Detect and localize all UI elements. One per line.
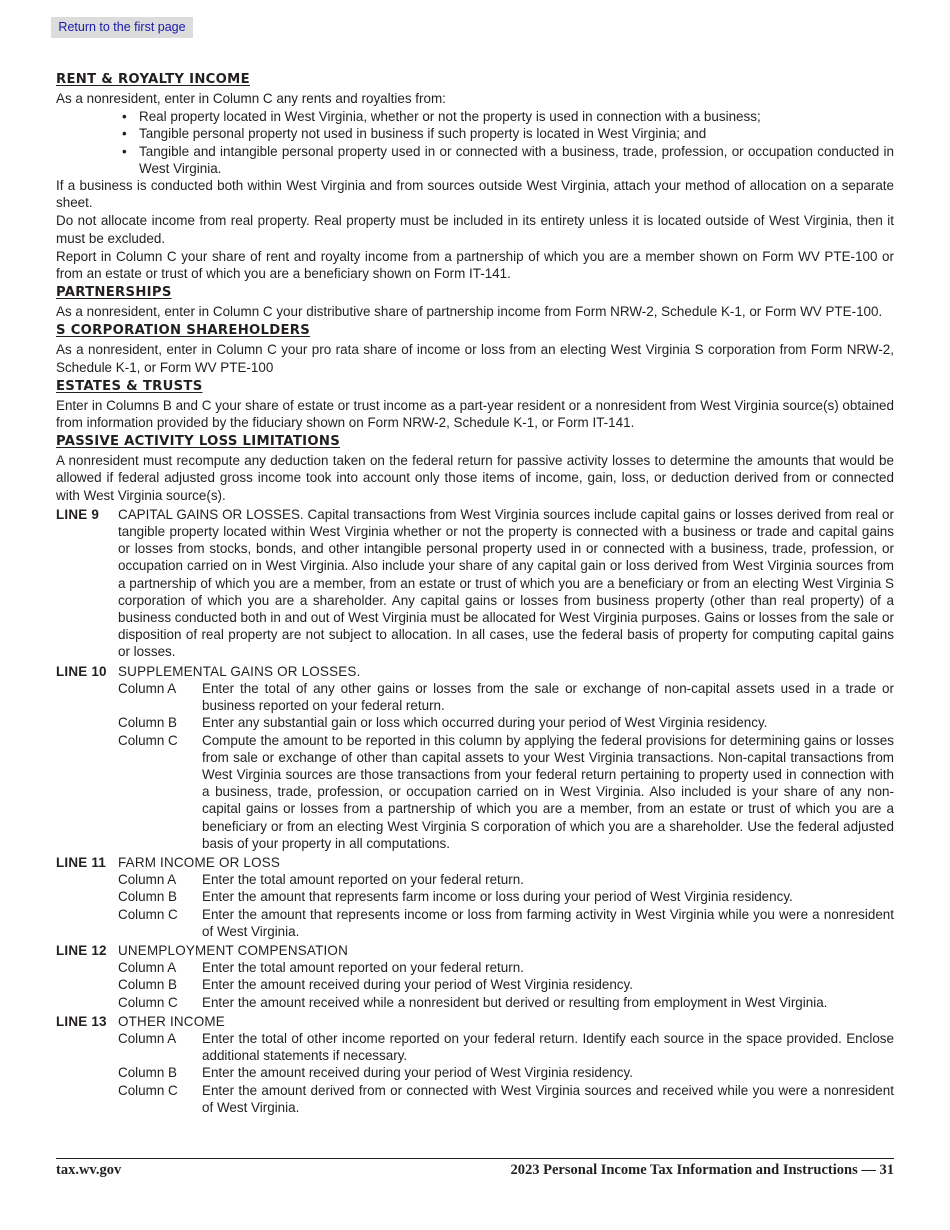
rent-royalty-heading: RENT & ROYALTY INCOME [56, 72, 250, 87]
rent-intro: As a nonresident, enter in Column C any rents and royalties from: [56, 91, 446, 106]
page-footer [56, 1162, 894, 1179]
column-row [118, 871, 894, 888]
column-label: Column B [118, 977, 177, 993]
column-text: Enter the amount that represents income or loss from farming activity in West Virginia while you were a nonresident of West Virginia. [202, 906, 894, 939]
passive-activity-text: A nonresident must recompute any deduction taken on the federal return for passive activity losses to determine the amounts that would be allowed if federal adjusted gross income took into account only those items of income, gain, loss, or deduction derived from or connected with West Virginia source(s). [56, 453, 894, 503]
column-text: Enter the total amount reported on your federal return. [202, 960, 524, 976]
line-9-text: CAPITAL GAINS OR LOSSES. Capital transactions from West Virginia sources include capital gains or losses derived from real or tangible property located within West Virginia whether or not the property is connected with a business or trade and capital gains or losses from stocks, bonds, and other intangible personal property used in or connected with a business, trade, profession, or occupation carried on in West Virginia. Also include your share of any capital gain or loss derived from West Virginia sources from a partnership of which you are a member, from an estate or trust of which you are a beneficiary or from an electing West Virginia S corporation of which you are a shareholder. Any capital gains or losses from business property (other than real property) of a business conducted both in and out of West Virginia must be allocated for West Virginia purposes. Gains or losses from the sale or disposition of real property are not subject to allocation. In all cases, use the federal basis of property for computing capital gains or losses. [118, 506, 894, 660]
list-item: • Tangible and intangible personal property used in or connected with a business, trade, profession, or occupation conducted in West Virginia. [56, 143, 894, 177]
column-label: Column B [118, 889, 177, 905]
list-item: • Tangible personal property not used in business if such property is located in West Virginia; and [56, 125, 894, 142]
rent-paragraph: If a business is conducted both within West Virginia and from sources outside West Virginia, attach your method of allocation on a separate sheet. [56, 178, 894, 211]
column-label: Column A [118, 960, 177, 976]
list-item: • Real property located in West Virginia, whether or not the property is used in connection with a business; [56, 108, 894, 125]
column-label: Column B [118, 1065, 177, 1081]
rent-paragraph: Report in Column C your share of rent and royalty income from a partnership of which you are a member shown on Form WV PTE-100 or from an estate or trust of which you are a beneficiary shown on Form IT-141. [56, 248, 894, 282]
line-label: LINE 11 [56, 854, 106, 870]
column-label: Column A [118, 1030, 177, 1046]
rent-bullet-list [56, 108, 894, 177]
column-row [118, 714, 894, 731]
estates-trusts-heading: ESTATES & TRUSTS [56, 378, 203, 394]
column-row [118, 732, 894, 852]
column-label: Column B [118, 715, 177, 731]
page-content [56, 70, 894, 1116]
line-title: SUPPLEMENTAL GAINS OR LOSSES. [118, 663, 361, 679]
line-label: LINE 9 [56, 506, 100, 522]
line-label: LINE 13 [56, 1013, 107, 1029]
line-label: LINE 10 [56, 663, 107, 679]
column-text: Enter the total of any other gains or losses from the sale or exchange of non-capital assets used in a trade or business reported on your federal return. [202, 680, 894, 714]
line-label: LINE 12 [56, 942, 107, 958]
partnerships-heading: PARTNERSHIPS [56, 285, 172, 301]
column-text: Enter any substantial gain or loss which occurred during your period of West Virginia residency. [202, 715, 768, 731]
footer-divider [56, 1158, 894, 1159]
column-row [118, 976, 894, 993]
column-text: Enter the amount received during your period of West Virginia residency. [202, 1065, 633, 1081]
column-label: Column C [118, 906, 178, 922]
column-text: Enter the amount that represents farm income or loss during your period of West Virginia residency. [202, 889, 793, 905]
line-9-section [56, 506, 894, 661]
column-row [118, 1082, 894, 1116]
rent-paragraph: Do not allocate income from real property. Real property must be included in its entirety unless it is located outside of West Virginia, then it must be excluded. [56, 213, 894, 246]
column-text: Enter the amount received during your period of West Virginia residency. [202, 977, 633, 993]
column-text: Compute the amount to be reported in this column by applying the federal provisions for determining gains or losses from sale or exchange of other than capital assets to your West Virginia transactions. Non-capital transactions from West Virginia sources are those transactions from your federal return pertaining to property used in connection with a business, trade, profession, or occupation carried on in West Virginia. Also included is your share of any non-capital gains or losses from a partnership of which you are a member, from an estate or trust of which you are a beneficiary or from an electing West Virginia S corporation of which you are a shareholder. Use the federal adjusted basis of your property in all computations. [202, 732, 894, 851]
line-11-section [56, 854, 894, 940]
column-row [118, 994, 894, 1011]
line-title: UNEMPLOYMENT COMPENSATION [118, 942, 348, 958]
column-label: Column C [118, 732, 178, 748]
column-label: Column C [118, 1082, 178, 1098]
column-row [118, 680, 894, 714]
partnerships-text: As a nonresident, enter in Column C your distributive share of partnership income from Form NRW-2, Schedule K-1, or Form WV PTE-100. [56, 304, 883, 320]
column-text: Enter the amount derived from or connected with West Virginia sources and received while you were a nonresident of West Virginia. [202, 1082, 894, 1115]
return-to-first-page-link[interactable]: Return to the first page [51, 17, 193, 38]
column-row [118, 1064, 894, 1081]
line-13-section [56, 1013, 894, 1116]
column-row [118, 888, 894, 905]
line-title: OTHER INCOME [118, 1013, 225, 1029]
s-corporation-heading: S CORPORATION SHAREHOLDERS [56, 323, 311, 339]
line-title: FARM INCOME OR LOSS [118, 854, 281, 870]
column-label: Column A [118, 872, 177, 888]
column-row [118, 1030, 894, 1064]
column-text: Enter the total amount reported on your federal return. [202, 872, 524, 888]
estates-trusts-text: Enter in Columns B and C your share of estate or trust income as a part-year resident or a nonresident from West Virginia source(s) obtained from information provided by the fiduciary shown on Form NRW-2, Schedule K-1, or Form IT-141. [56, 397, 894, 431]
column-row [118, 906, 894, 940]
column-text: Enter the total of other income reported on your federal return. Identify each source in the space provided. Enclose additional statements if necessary. [202, 1030, 894, 1064]
footer-page-title: 2023 Personal Income Tax Information and Instructions — 31 [510, 1162, 894, 1178]
passive-activity-heading: PASSIVE ACTIVITY LOSS LIMITATIONS [56, 434, 340, 450]
column-label: Column C [118, 994, 178, 1010]
column-row [118, 959, 894, 976]
column-label: Column A [118, 680, 177, 696]
line-12-section [56, 942, 894, 1011]
column-text: Enter the amount received while a nonresident but derived or resulting from employment in West Virginia. [202, 994, 828, 1010]
footer-website: tax.wv.gov [56, 1162, 122, 1178]
s-corporation-text: As a nonresident, enter in Column C your pro rata share of income or loss from an electing West Virginia S corporation from Form NRW-2, Schedule K-1, or Form WV PTE-100 [56, 342, 894, 375]
line-10-section [56, 663, 894, 852]
